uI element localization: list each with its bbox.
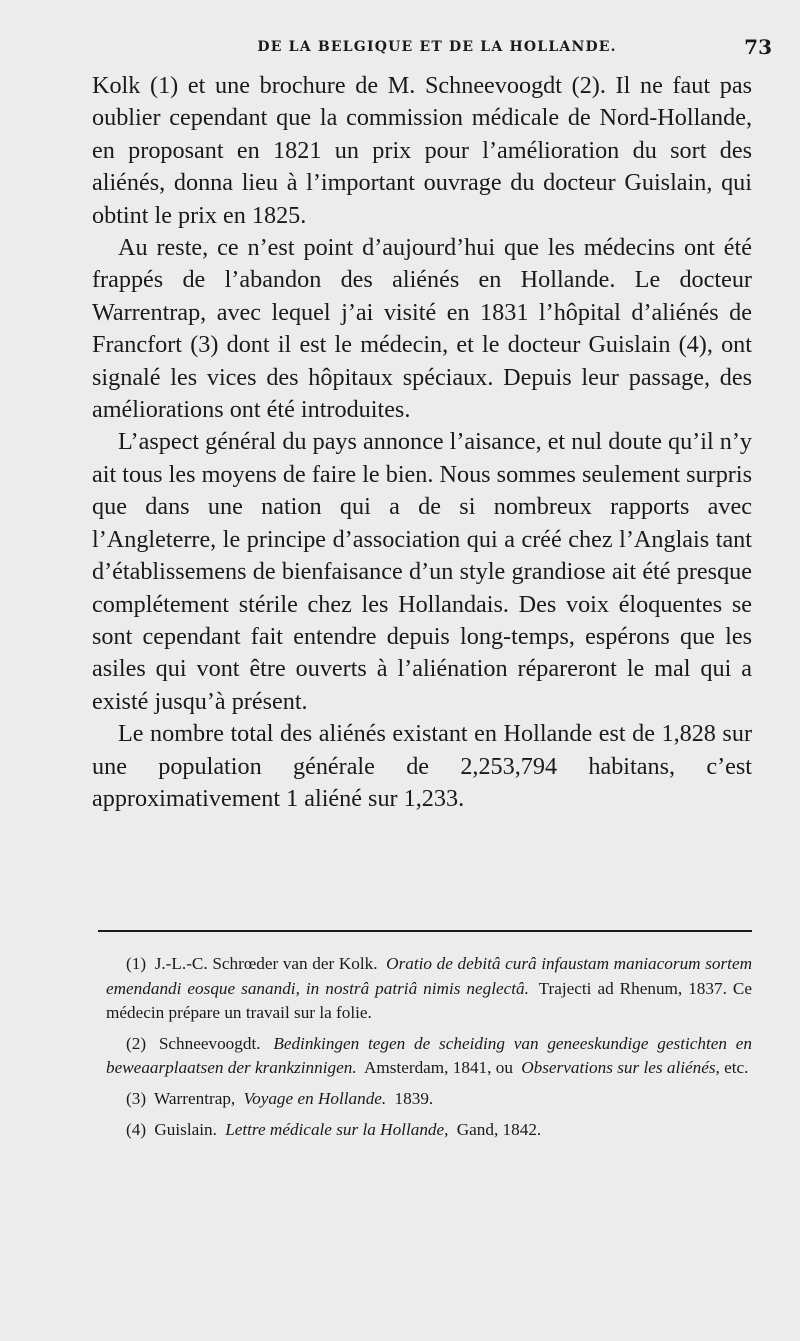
paragraph-2: Au reste, ce n’est point d’aujourd’hui que les médecins ont été frappés de l’abandon des aliénés en Hollande. Le docteur Warrentrap, avec lequel j’ai visité en 1831 l’hôpital d’aliénés de Francfort (3) dont il est le médecin, et le docteur Guislain (4), ont signalé les vices des hôpitaux spéciaux. Depuis leur passage, des améliorations ont été introduites. [92,234,752,424]
paragraph-3: L’aspect général du pays annonce l’aisance, et nul doute qu’il n’y ait tous les moyens de faire le bien. Nous sommes seulement surpris que dans une nation qui a de si nombreux rapports avec l’Angleterre, le principe d’association qui a créé chez l’Anglais tant d’établissemens de bienfaisance d’un style grandiose ait été presque complétement stérile chez les Hollandais. Des voix éloquentes se sont cependant fait entendre depuis long-temps, espérons que les asiles qui vont être ouverts à l’aliénation répareront le mal qui a existé jusqu’à présent. [92,428,752,715]
running-head [90,30,772,64]
footnote-4 [106,1118,752,1143]
footnote-details: Amsterdam, 1841, ou [363,1058,513,1078]
footnote-author: J.-L.-C. Schrœder van der Kolk. [154,954,378,973]
footnote-marker: (3) [126,1088,147,1108]
footnote-marker: (1) [126,954,147,973]
footnote-details-2: , etc. [715,1058,749,1078]
footnote-author: Schneevoogdt. [158,1033,261,1053]
footnote-marker: (4) [126,1119,147,1139]
page-number: 73 [744,35,772,59]
footnote-title: Bedinkingen tegen de scheiding van geneeskundige gestichten en beweaarplaatsen der krankzinnigen. [106,1033,753,1078]
footnote-details: Trajecti ad Rhenum, 1837. Ce médecin prépare un travail sur la folie. [106,978,752,1023]
footnote-details: Gand, 1842. [456,1119,542,1139]
footnote-rule [98,930,752,932]
footnote-2 [106,1032,752,1081]
footnote-details: 1839. [394,1088,434,1108]
paragraph-1: Kolk (1) et une brochure de M. Schneevoogdt (2). Il ne faut pas oublier cependant que la commission médicale de Nord-Hollande, en proposant en 1821 un prix pour l’amélioration du sort des aliénés, donna lieu à l’important ouvrage du docteur Guislain, qui obtint le prix en 1825. [92,72,752,229]
footnote-1 [106,952,752,1026]
running-title: DE LA BELGIQUE ET DE LA HOLLANDE. [257,39,617,55]
footnote-title-2: Observations sur les aliénés [521,1058,716,1078]
footnote-author: Warrentrap, [154,1088,236,1108]
footnote-author: Guislain. [154,1119,217,1139]
footnote-marker: (2) [126,1033,147,1053]
footnote-title: Voyage en Hollande. [243,1088,387,1108]
main-text [92,70,752,815]
footnote-3 [106,1087,752,1112]
paragraph-4: Le nombre total des aliénés existant en Hollande est de 1,828 sur une population générale de 2,253,794 habitans, c’est approximativement 1 aliéné sur 1,233. [92,720,752,812]
footnote-title: Lettre médicale sur la Hollande, [225,1119,449,1139]
footnote-title: Oratio de debitâ curâ infaustam maniacorum sortem emendandi eosque sanandi, in nostrâ patriâ nimis neglectâ. [106,954,752,998]
footnotes [106,952,752,1148]
